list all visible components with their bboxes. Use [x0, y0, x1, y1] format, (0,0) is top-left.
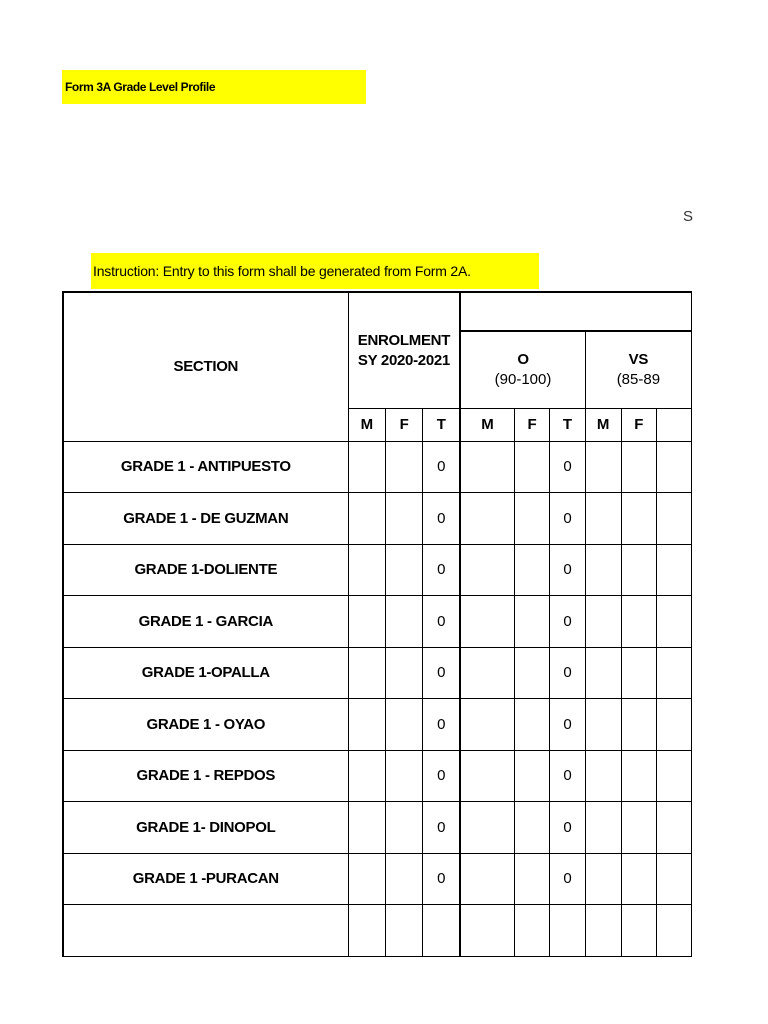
enrolment-m-cell	[348, 698, 385, 750]
section-name-cell: GRADE 1-DOLIENTE	[63, 544, 348, 595]
o-f-cell	[514, 853, 549, 904]
enrolment-t-cell: 0	[423, 853, 460, 904]
section-name-cell: GRADE 1 - REPDOS	[63, 750, 348, 801]
o-f-cell	[514, 441, 549, 492]
enrolment-m-cell	[348, 801, 385, 853]
o-t-header: T	[550, 408, 585, 441]
table-row	[63, 853, 692, 904]
enrolment-m-cell	[348, 904, 385, 956]
vs-m-cell	[585, 801, 621, 853]
o-t-cell: 0	[550, 544, 585, 595]
section-name-cell: GRADE 1 -PURACAN	[63, 853, 348, 904]
vs-m-cell	[585, 647, 621, 698]
rating-o-label: O	[517, 350, 529, 368]
enrolment-t-cell: 0	[423, 595, 460, 647]
enrolment-t-cell	[423, 904, 460, 956]
o-m-cell	[460, 750, 514, 801]
enrolment-t-header: T	[423, 408, 460, 441]
table-row	[63, 801, 692, 853]
vs-t-cell	[657, 750, 692, 801]
vs-m-cell	[585, 750, 621, 801]
vs-m-cell	[585, 441, 621, 492]
o-m-cell	[460, 801, 514, 853]
enrolment-m-cell	[348, 750, 385, 801]
vs-t-cell	[657, 544, 692, 595]
vs-t-header	[657, 408, 692, 441]
o-t-cell: 0	[550, 647, 585, 698]
vs-t-cell	[657, 801, 692, 853]
table-row	[63, 492, 692, 544]
rating-vs-label: VS	[628, 350, 649, 368]
enrolment-t-cell: 0	[423, 750, 460, 801]
enrolment-m-cell	[348, 595, 385, 647]
o-f-cell	[514, 801, 549, 853]
enrolment-f-cell	[386, 698, 423, 750]
o-m-header: M	[460, 408, 514, 441]
vs-f-header: F	[621, 408, 657, 441]
section-name-cell	[63, 904, 348, 956]
enrolment-f-header: F	[386, 408, 423, 441]
section-name-cell: GRADE 1 - GARCIA	[63, 595, 348, 647]
enrolment-t-cell: 0	[423, 441, 460, 492]
enrolment-f-cell	[386, 647, 423, 698]
vs-t-cell	[657, 492, 692, 544]
o-m-cell	[460, 647, 514, 698]
enrolment-f-cell	[386, 595, 423, 647]
enrolment-f-cell	[386, 904, 423, 956]
o-m-cell	[460, 441, 514, 492]
enrolment-m-cell	[348, 544, 385, 595]
vs-m-cell	[585, 544, 621, 595]
section-name-cell: GRADE 1-OPALLA	[63, 647, 348, 698]
o-m-cell	[460, 853, 514, 904]
o-t-cell: 0	[550, 441, 585, 492]
enrolment-f-cell	[386, 441, 423, 492]
o-m-cell	[460, 544, 514, 595]
enrolment-m-cell	[348, 647, 385, 698]
vs-f-cell	[621, 492, 657, 544]
enrolment-m-header: M	[348, 408, 385, 441]
vs-m-header: M	[585, 408, 621, 441]
o-f-cell	[514, 904, 549, 956]
section-name-cell: GRADE 1 - OYAO	[63, 698, 348, 750]
rating-vs-header	[585, 331, 691, 408]
vs-m-cell	[585, 492, 621, 544]
section-name-cell: GRADE 1 - DE GUZMAN	[63, 492, 348, 544]
vs-f-cell	[621, 544, 657, 595]
table-row	[63, 595, 692, 647]
o-m-cell	[460, 698, 514, 750]
section-name-cell: GRADE 1 - ANTIPUESTO	[63, 441, 348, 492]
vs-m-cell	[585, 698, 621, 750]
o-t-cell: 0	[550, 750, 585, 801]
o-f-cell	[514, 595, 549, 647]
vs-f-cell	[621, 750, 657, 801]
rating-vs-range: (85-89	[616, 370, 661, 388]
enrolment-m-cell	[348, 492, 385, 544]
o-t-cell: 0	[550, 595, 585, 647]
table-row	[63, 544, 692, 595]
o-t-cell: 0	[550, 492, 585, 544]
grade-level-profile-table	[62, 291, 692, 957]
table-row	[63, 750, 692, 801]
enrolment-t-cell: 0	[423, 647, 460, 698]
o-m-cell	[460, 595, 514, 647]
vs-f-cell	[621, 698, 657, 750]
enrolment-m-cell	[348, 853, 385, 904]
enrolment-m-cell	[348, 441, 385, 492]
vs-m-cell	[585, 853, 621, 904]
vs-f-cell	[621, 647, 657, 698]
o-t-cell	[550, 904, 585, 956]
table-row	[63, 441, 692, 492]
form-title-text: Form 3A Grade Level Profile	[65, 80, 216, 94]
enrolment-t-cell: 0	[423, 698, 460, 750]
truncated-heading-text: S	[683, 208, 694, 225]
o-t-cell: 0	[550, 853, 585, 904]
vs-t-cell	[657, 853, 692, 904]
rating-o-header	[460, 331, 585, 408]
vs-f-cell	[621, 595, 657, 647]
table-row	[63, 904, 692, 956]
o-f-cell	[514, 698, 549, 750]
vs-t-cell	[657, 441, 692, 492]
o-m-cell	[460, 904, 514, 956]
vs-m-cell	[585, 595, 621, 647]
vs-f-cell	[621, 853, 657, 904]
o-t-cell: 0	[550, 698, 585, 750]
o-f-cell	[514, 492, 549, 544]
table-row	[63, 698, 692, 750]
o-f-cell	[514, 647, 549, 698]
vs-t-cell	[657, 904, 692, 956]
section-column-header	[63, 292, 348, 441]
o-f-header: F	[514, 408, 549, 441]
vs-f-cell	[621, 801, 657, 853]
enrolment-f-cell	[386, 544, 423, 595]
rating-o-range: (90-100)	[494, 370, 552, 388]
instruction-text: Instruction: Entry to this form shall be generated from Form 2A.	[93, 263, 471, 279]
enrolment-header-line1: ENROLMENT	[357, 332, 451, 349]
enrolment-f-cell	[386, 750, 423, 801]
table-row	[63, 647, 692, 698]
enrolment-t-cell: 0	[423, 801, 460, 853]
enrolment-header	[348, 292, 460, 408]
enrolment-header-line2: SY 2020-2021	[357, 352, 450, 369]
o-t-cell: 0	[550, 801, 585, 853]
enrolment-f-cell	[386, 853, 423, 904]
o-m-cell	[460, 492, 514, 544]
vs-f-cell	[621, 904, 657, 956]
o-f-cell	[514, 750, 549, 801]
vs-f-cell	[621, 441, 657, 492]
o-f-cell	[514, 544, 549, 595]
vs-t-cell	[657, 647, 692, 698]
section-name-cell: GRADE 1- DINOPOL	[63, 801, 348, 853]
rating-group-header	[460, 292, 691, 331]
enrolment-t-cell: 0	[423, 492, 460, 544]
section-header-label: SECTION	[173, 357, 239, 375]
enrolment-f-cell	[386, 801, 423, 853]
vs-t-cell	[657, 595, 692, 647]
enrolment-f-cell	[386, 492, 423, 544]
vs-t-cell	[657, 698, 692, 750]
enrolment-t-cell: 0	[423, 544, 460, 595]
vs-m-cell	[585, 904, 621, 956]
